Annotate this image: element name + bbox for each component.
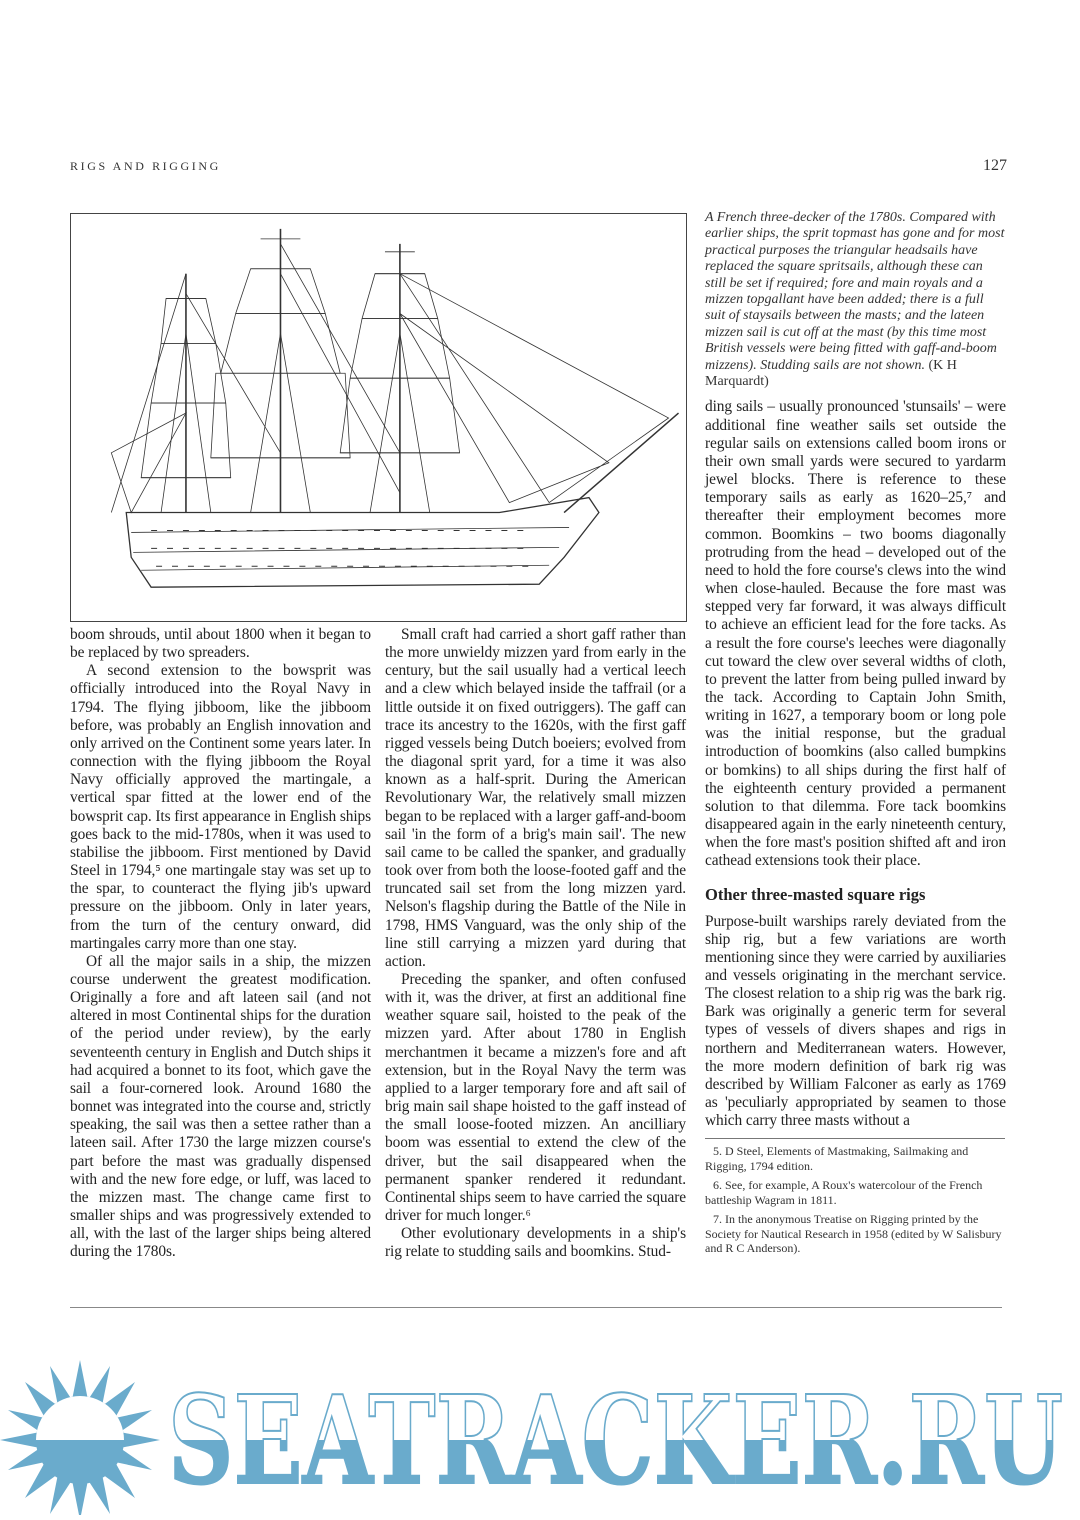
ship-drawing [71, 214, 686, 621]
page-number: 127 [983, 157, 1007, 174]
paragraph: A second extension to the bowsprit was officially introduced into the Royal Navy in 1794. The flying jibboom, like the jibboom before, was probably an English innovation and only arrived on the Continent some years later. In connection with the flying jibboom the Royal Navy officially approved the martingale, a vertical spar fitted at the lower end of the bowsprit cap. Its first appearance in English ships goes back to the mid-1780s, when it was used to stabilise the jibboom. First mentioned by David Steel in 1794,⁵ one martingale stay was set up to the spar, to counteract the flying jib's upward pressure on the jibboom. Only in later years, from the turn of the century onward, did martingales carry more than one stay. [70, 662, 371, 952]
paragraph: Purpose-built warships rarely deviated from the ship rig, but a few variations are worth mentioning since they were carried by auxiliaries and vessels originating in the merchant service. The closest relation to a ship rig was the bark rig. Bark was originally a generic term for several types of vessels of divers shapes and rigs in northern and Mediterranean waters. However, the more modern definition of bark rig was described by William Falconer as early as 1769 as 'peculiarly appropriated by seamen to those which carry three masts without a [705, 912, 1006, 1130]
caption-credit: (K H Marquardt) [705, 357, 957, 390]
sun-logo-icon [0, 1355, 1080, 1515]
caption-text: A French three-decker of the 1780s. Compared with earlier ships, the sprit topmast has gone and for most practical purposes the triangular headsails have replaced the square spritsails, although these can still be set if required; fore and main royals and a mizzen topgallant have been added; there is a full suit of staysails between the masts; and the lateen mizzen sail is cut off at the mast (by this time most British vessels were being fitted with gaff-and-boom mizzens). Studding sails are not shown. [705, 210, 1005, 373]
ship-illustration [70, 213, 687, 622]
section-heading: Other three-masted square rigs [705, 884, 926, 904]
paragraph: boom shrouds, until about 1800 when it began to be replaced by two spreaders. [70, 626, 371, 662]
figure-caption [705, 210, 1005, 390]
footnote: 6. See, for example, A Roux's watercolour of the French battleship Wagram in 1811. [705, 1178, 983, 1207]
text-column-3 [705, 398, 1006, 870]
footnote: 7. In the anonymous Treatise on Rigging printed by the Society for Nautical Research in 1958 (edited by W Salisbury and R C Anderson). [705, 1212, 1002, 1256]
paragraph: Preceding the spanker, and often confused with it, was the driver, at first an additional fine weather square sail, hoisted to the peak of the mizzen yard. After about 1780 in English merchantmen it became a mizzen's fore and aft extension, but in the Royal Navy the term was applied to a larger temporary fore and aft sail of brig main sail shape hoisted to the gaff instead of the small loose-footed mizzen. An ancilliary boom was essential to extend the clew of the driver, but the sail disappeared when the permanent spanker rendered it redundant. Continental ships seem to have carried the square driver for much longer.⁶ [385, 970, 686, 1224]
section-text [705, 913, 1006, 1131]
text-column-1 [70, 626, 371, 1261]
text-column-3-flow [705, 210, 1006, 1261]
running-head: RIGS AND RIGGING [70, 159, 221, 173]
bottom-rule [70, 1307, 1002, 1308]
watermark-text: SEATRACKER.RU [168, 1368, 1063, 1512]
footnote: 5. D Steel, Elements of Mastmaking, Sailmaking and Rigging, 1794 edition. [705, 1144, 969, 1173]
paragraph: Small craft had carried a short gaff rather than the more unwieldy mizzen yard from early in the century, but the sail usually had a vertical leech and a clew which belayed inside the taffrail (or a little outside it on fixed outriggers). The gaff can trace its ancestry to the 1620s, with the first gaff rigged vessels being Dutch boeiers; evolved from the diagonal sprit yard, for a time it was also known as a half-sprit. During the American Revolutionary War, the relatively small mizzen began to be replaced with a larger gaff-and-boom sail 'in the form of a brig's main sail'. The new sail came to be called the spanker, and gradually took over from both the loose-footed gaff and the truncated sail set from the long mizzen yard. Nelson's flagship during the Battle of the Nile in 1798, HMS Vanguard, was the only ship of the line still carrying a mizzen yard during that action. [385, 626, 686, 970]
text-column-2 [385, 626, 686, 1261]
paragraph: Of all the major sails in a ship, the mizzen course underwent the greatest modification. Originally a fore and aft lateen sail (and not altered in most Continental ships for the duration of the period under review), by the early seventeenth century in English and Dutch ships it had acquired a bonnet to its foot, which gave the sail a four-cornered look. Around 1680 the bonnet was integrated into the course and, strictly speaking, the sail was then a settee rather than a lateen sail. After 1730 the large mizzen course's part before the mast was gradually dispensed with and the new fore edge, or luff, was laced to the mizzen mast. The change came first to smaller ships and was progressively extended to all, with the last of the larger ships being altered during the 1780s. [70, 952, 371, 1261]
paragraph: ding sails – usually pronounced 'stunsails' – were additional fine weather sails set outside the regular sails on extensions called boom irons or their own small yards were secured to yardarm jewel blocks. There is reference to these temporary sails as early as 1620–25,⁷ and thereafter their employment becomes more common. Boomkins – two booms diagonally protruding from the head – developed out of the need to hold the fore course's clews into the wind when close-hauled. Because the fore mast was stepped very far forward, it was always difficult to achieve an efficient lead for the fore tacks. As a result the fore course's leeches were diagonally cut toward the clew over several widths of cloth, to prevent the latter from being pulled inward by the tack. According to Captain John Smith, writing in 1627, a temporary boom or long pole was the initial response, but the gradual introduction of boomkins (also called bumpkins or bomkins) to all ships during the first half of the eighteenth century provided a permanent solution to that dilemma. Fore tack boomkins disappeared again in the early nineteenth century, when the fore mast's position shifted aft and iron cathead extensions took their place. [705, 398, 1006, 870]
footnotes [705, 1144, 1005, 1261]
watermark-logo [0, 1355, 1080, 1515]
paragraph: Other evolutionary developments in a ship's rig relate to studding sails and boomkins. Stud- [385, 1225, 686, 1261]
footnote-rule [705, 1138, 1005, 1139]
